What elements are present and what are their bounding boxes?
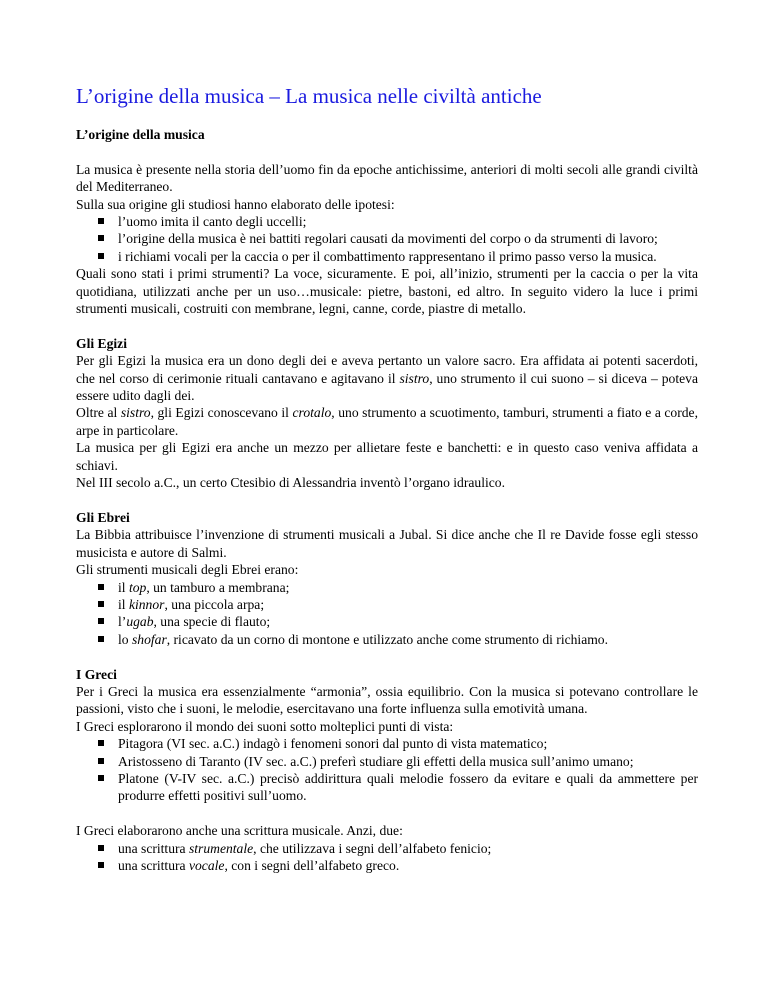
italic-term: vocale [188, 857, 225, 873]
text-run: , gli Egizi conoscevano il [150, 405, 293, 421]
section-heading: I Greci [76, 666, 117, 682]
document-title: L’origine della musica – La musica nelle civiltà antiche [76, 84, 542, 108]
italic-term: crotalo [292, 405, 332, 421]
section-greci [76, 666, 698, 875]
text-run: l’ [118, 614, 127, 630]
paragraph: La Bibbia attribuisce l’invenzione di strumenti musicali a Jubal. Si dice anche che Il re Davide fosse egli stesso musicista e autore di Salmi. [76, 527, 698, 560]
text-run: , uno strumento a scuotimento, tamburi, strumenti a fiato e a corde, arpe in particolare. [76, 405, 698, 438]
text-run: , ricavato da un corno di montone e utilizzato anche come strumento di richiamo. [166, 631, 609, 647]
list-item [76, 857, 698, 874]
paragraph: I Greci elaborarono anche una scrittura musicale. Anzi, due: [76, 823, 403, 839]
text-run: , con i segni dell’alfabeto greco. [224, 857, 400, 873]
paragraph: La musica è presente nella storia dell’uomo fin da epoche antichissime, anteriori di molti secoli alle grandi civiltà del Mediterraneo. [76, 161, 698, 195]
text-run: una scrittura [118, 840, 189, 856]
list-item [76, 579, 698, 596]
section-heading: Gli Ebrei [76, 509, 130, 525]
text-run: , una specie di flauto; [153, 614, 271, 630]
text-run: , un tamburo a membrana; [146, 579, 290, 595]
text-run: lo [118, 631, 132, 647]
text-run: Oltre al [76, 405, 121, 421]
section-ebrei [76, 509, 698, 648]
list-item: Platone (V-IV sec. a.C.) precisò addirittura quali melodie fossero da evitare e quali da ammettere per produrre effetti positivi sull’uomo. [76, 770, 698, 805]
paragraph: La musica per gli Egizi era anche un mezzo per allietare feste e banchetti: e in questo caso veniva affidata a schiavi. [76, 440, 698, 473]
list-item: Pitagora (VI sec. a.C.) indagò i fenomeni sonori dal punto di vista matematico; [76, 735, 698, 752]
section-heading: Gli Egizi [76, 335, 127, 351]
italic-term: top [128, 579, 147, 595]
text-run: , una piccola arpa; [164, 596, 265, 612]
paragraph: Quali sono stati i primi strumenti? La voce, sicuramente. E poi, all’inizio, strumenti per la caccia o per la vita quotidiana, utilizzati anche per un uso…musicale: pietre, bastoni, ed altro. In seguito videro la luce i primi strumenti musicali, costruiti con membrane, legni, canne, corde, piastre di metallo. [76, 266, 698, 317]
text-run: , che utilizzava i segni dell’alfabeto fenicio; [253, 840, 492, 856]
text-run: Per gli Egizi la musica era un dono degli dei e aveva pertanto un valore sacro. Era affidata ai potenti sacerdoti, che nel corso di cerimonie rituali cantavano e agitavano il [76, 353, 698, 386]
paragraph [76, 805, 698, 822]
italic-term: ugab [126, 614, 154, 630]
section-egizi [76, 335, 698, 492]
list-item: Aristosseno di Taranto (IV sec. a.C.) preferì studiare gli effetti della musica sull’animo umano; [76, 753, 698, 770]
list-item: l’uomo imita il canto degli uccelli; [76, 213, 698, 230]
bullet-list [76, 579, 698, 649]
italic-term: shofar [131, 631, 167, 647]
list-item: i richiami vocali per la caccia o per il combattimento rappresentano il primo passo verso la musica. [76, 248, 698, 265]
list-item [76, 596, 698, 613]
paragraph: Gli strumenti musicali degli Ebrei erano: [76, 562, 299, 578]
list-item: l’origine della musica è nei battiti regolari causati da movimenti del corpo o da strumenti di lavoro; [76, 230, 698, 247]
paragraph: Per i Greci la musica era essenzialmente “armonia”, ossia equilibrio. Con la musica si potevano controllare le passioni, visto che i suoni, le melodie, esercitavano una forte influenza sulla emotività umana. [76, 683, 698, 717]
text-run: , uno strumento il cui suono – si diceva – poteva essere udito dagli dei. [76, 370, 698, 404]
section-origine [76, 126, 698, 317]
italic-term: kinnor [128, 596, 165, 612]
list-item [76, 840, 698, 857]
paragraph: Sulla sua origine gli studiosi hanno elaborato delle ipotesi: [76, 196, 395, 212]
paragraph [76, 404, 698, 439]
italic-term: strumentale [188, 840, 254, 856]
italic-term: sistro [399, 370, 430, 386]
paragraph: Nel III secolo a.C., un certo Ctesibio di Alessandria inventò l’organo idraulico. [76, 475, 505, 491]
bullet-list [76, 735, 698, 805]
list-item [76, 613, 698, 630]
text-run: il [118, 596, 129, 612]
text-run: una scrittura [118, 857, 189, 873]
list-item [76, 631, 698, 648]
paragraph [76, 352, 698, 404]
italic-term: sistro [120, 405, 151, 421]
bullet-list [76, 840, 698, 875]
text-run: il [118, 579, 129, 595]
section-heading: L’origine della musica [76, 127, 205, 142]
bullet-list [76, 213, 698, 265]
paragraph: I Greci esplorarono il mondo dei suoni sotto molteplici punti di vista: [76, 718, 454, 734]
